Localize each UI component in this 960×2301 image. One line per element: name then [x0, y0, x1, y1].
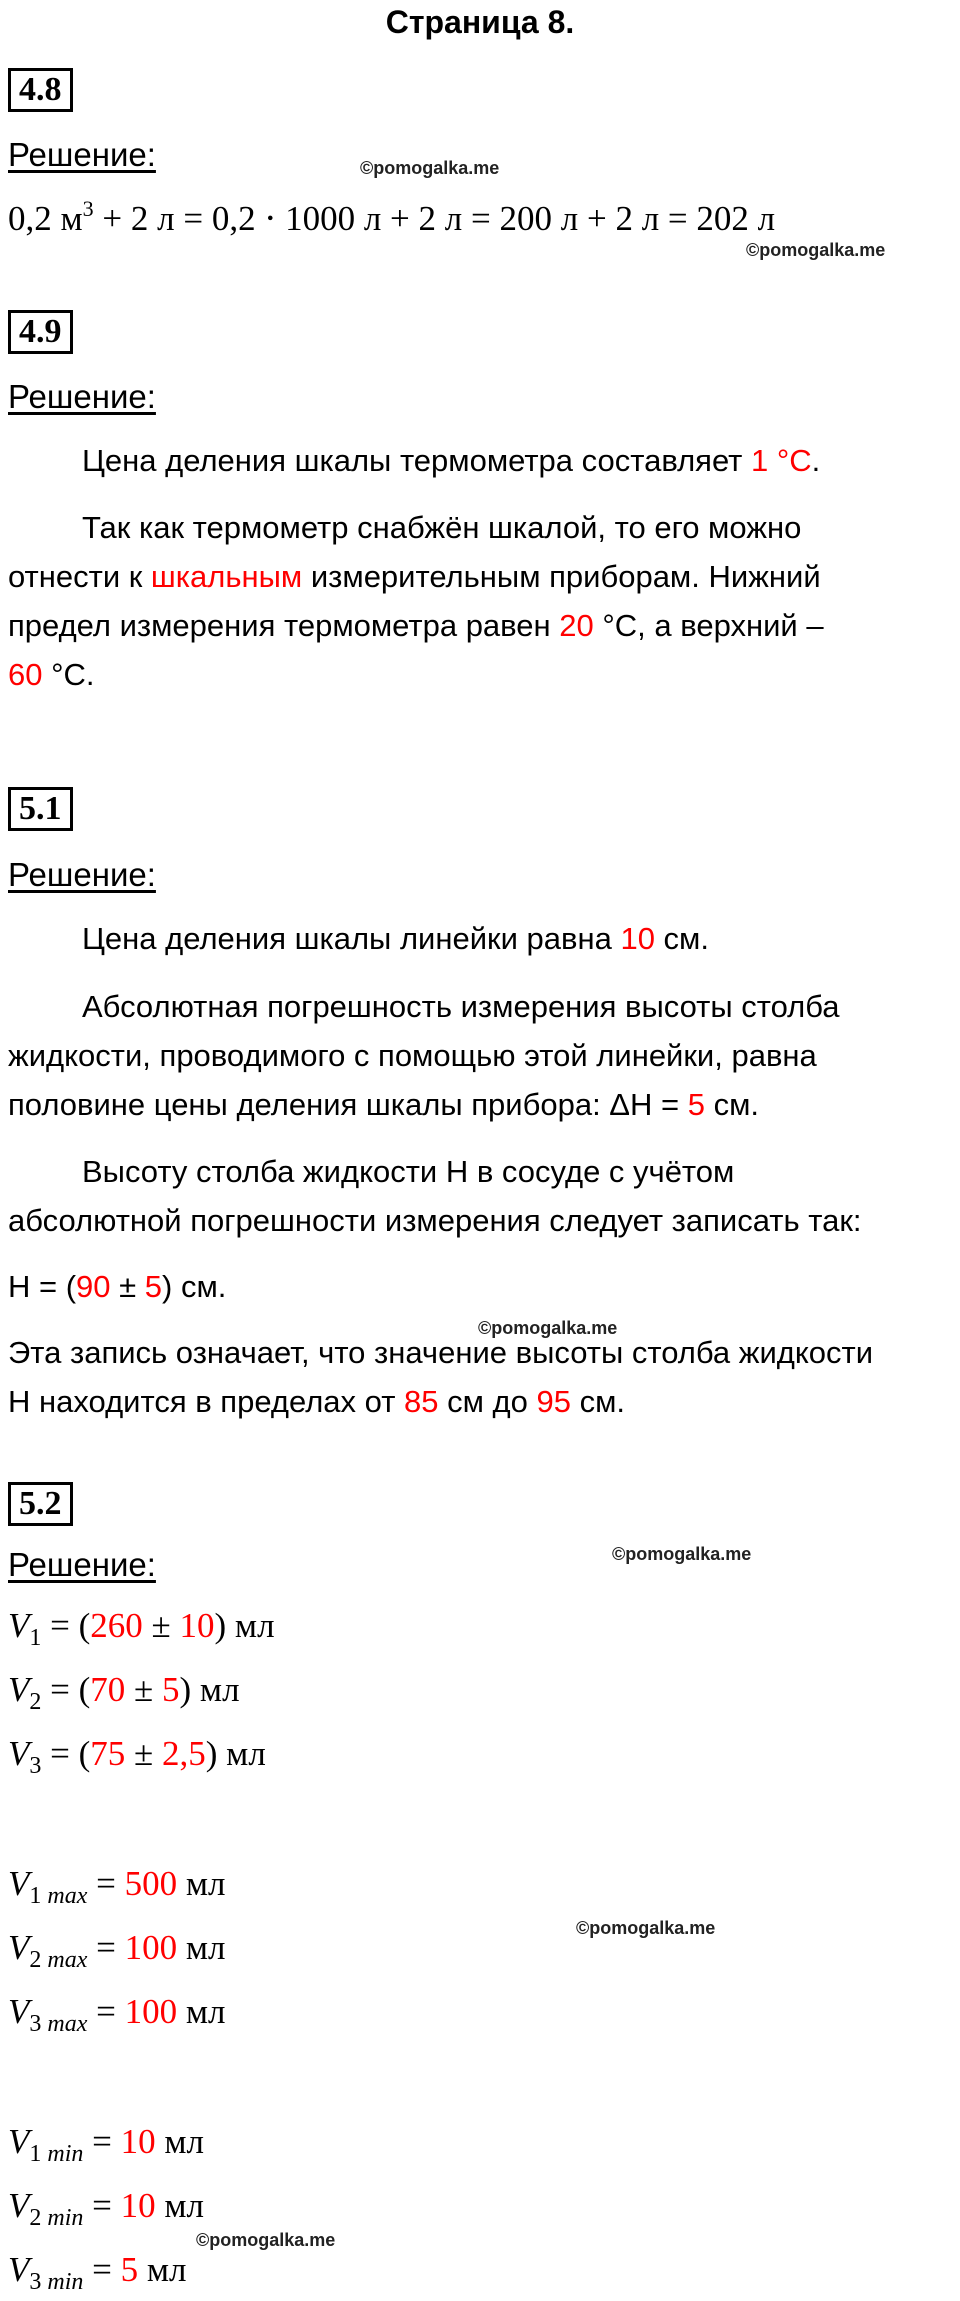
paragraph-line: Абсолютная погрешность измерения высоты столба — [82, 989, 840, 1024]
problem-number-5-2: 5.2 — [8, 1482, 73, 1526]
watermark: ©pomogalka.me — [360, 158, 500, 178]
watermark: ©pomogalka.me — [478, 1318, 618, 1338]
problem-number-4-9: 4.9 — [8, 310, 73, 354]
equation-v1-min: $V_{1 min} = 10$ мл — [8, 2122, 205, 2167]
equation-v3-min: $V_{3 min} = 5$ мл — [8, 2250, 187, 2295]
solution-label: Решение: — [8, 856, 156, 893]
page-title: Страница 8. — [385, 4, 575, 40]
equation-4-8: 0,2 $м^3 + 2$ л = 0,2 ⋅ 1000 л + 2 л = 200 л + 2 л = 202 л — [8, 196, 776, 238]
equation-v2: $V_2 = (70 \pm 5)$ мл — [8, 1670, 240, 1715]
equation-v1-max: $V_{1 max} = 500$ мл — [8, 1864, 226, 1909]
paragraph-line: Эта запись означает, что значение высоты столба жидкости — [8, 1335, 874, 1370]
paragraph: Цена деления шкалы линейки равна 10 см. — [82, 921, 709, 956]
paragraph-line: Высоту столба жидкости H в сосуде с учётом — [82, 1154, 735, 1189]
problem-number-4-8: 4.8 — [8, 68, 73, 112]
paragraph-line: Так как термометр снабжён шкалой, то его можно — [82, 510, 802, 545]
paragraph-line: 60 °C. — [8, 657, 95, 692]
paragraph-line: отнести к шкальным измерительным приборам. Нижний — [8, 559, 821, 594]
equation-v3: $V_3 = (75 \pm 2,5)$ мл — [8, 1734, 266, 1779]
problem-number-5-1: 5.1 — [8, 787, 73, 831]
paragraph-line: H = (90 ± 5) см. — [8, 1269, 227, 1304]
paragraph: Цена деления шкалы термометра составляет 1 °C. — [82, 443, 821, 478]
paragraph-line: половине цены деления шкалы прибора: ΔH = 5 см. — [8, 1087, 760, 1122]
paragraph-line: жидкости, проводимого с помощью этой линейки, равна — [8, 1038, 817, 1073]
solution-label: Решение: — [8, 1546, 156, 1583]
paragraph-line: H находится в пределах от 85 см до 95 см. — [8, 1384, 626, 1419]
equation-v2-min: $V_{2 min} = 10$ мл — [8, 2186, 205, 2231]
equation-v3-max: $V_{3 max} = 100$ мл — [8, 1992, 226, 2037]
watermark: ©pomogalka.me — [612, 1544, 752, 1564]
solution-label: Решение: — [8, 378, 156, 415]
paragraph-line: предел измерения термометра равен 20 °C, а верхний – — [8, 608, 824, 643]
paragraph-line: абсолютной погрешности измерения следует записать так: — [8, 1203, 862, 1238]
watermark: ©pomogalka.me — [576, 1918, 716, 1938]
solution-label: Решение: — [8, 136, 156, 173]
watermark: ©pomogalka.me — [746, 240, 886, 260]
equation-v1: $V_1 = (260 \pm 10)$ мл — [8, 1606, 275, 1651]
equation-v2-max: $V_{2 max} = 100$ мл — [8, 1928, 226, 1973]
watermark: ©pomogalka.me — [196, 2230, 336, 2250]
